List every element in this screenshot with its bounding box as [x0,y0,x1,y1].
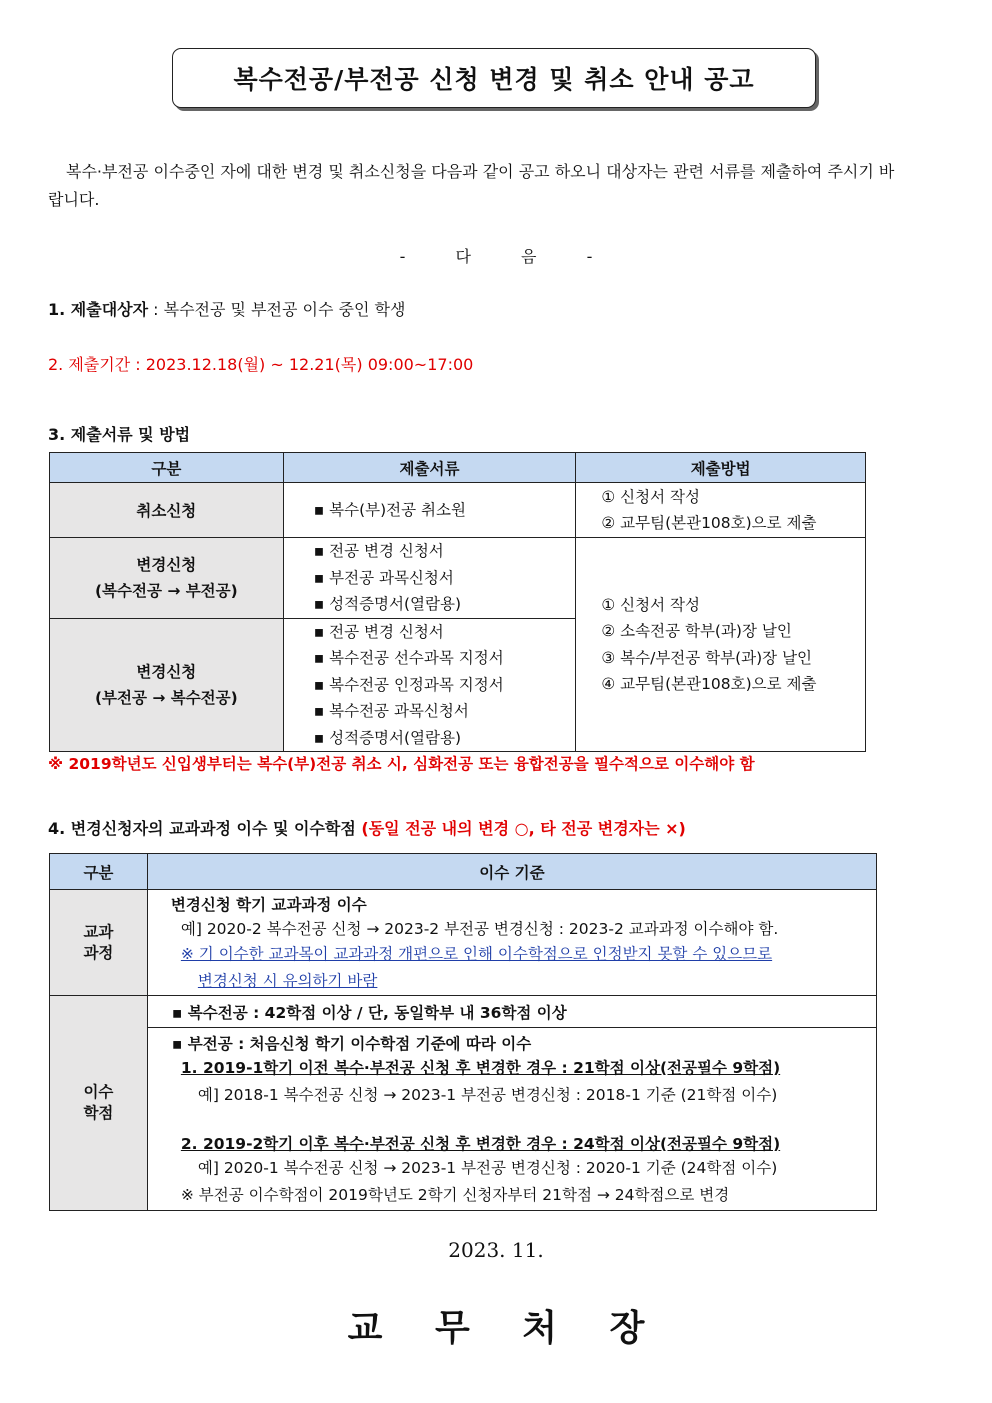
section-4-title: 4. 변경신청자의 교과과정 이수 및 이수학점 (동일 전공 내의 변경 ○, 타 전공 변경자는 ×) [48,819,686,838]
title-box [172,48,816,108]
minor-credit: ▪ 부전공 : 처음신청 학기 이수학점 기준에 따라 이수 1. 2019-1학기 이전 복수·부전공 신청 후 변경한 경우 : 21학점 이상(전공필수 9학점) 예] 2018-1 복수전공 신청 → 2023-1 부전공 변경신청 : 2018-1 기준 (21학점 이수) 2. 2019-2학기 이후 복수·부전공 신청 후 변경한 경우 : 24학점 이상(전공필수 9학점) 예] 2020-1 복수전공 신청 → 2023-1 부전공 변경신청 : 2020-1 기준 (24학점 이수) ※ 부전공 이수학점이 2019학년도 2학기 신청자부터 21학점 → 24학점으로 변경 [147,1028,876,1211]
table2-header-criteria: 이수 기준 [147,854,876,890]
table1-header-category: 구분 [50,453,284,483]
credit-table [49,853,877,1211]
curriculum-criteria: 변경신청 학기 교과과정 이수 예] 2020-2 복수전공 신청 → 2023-2 부전공 변경신청 : 2023-2 교과과정 이수해야 함. ※ 기 이수한 교과목이 교과과정 개편으로 인해 이수학점으로 인정받지 못할 수 있으므로 변경신청 시 유의하기 바람 [147,890,876,996]
change2-docs: ▪ 전공 변경 신청서 ▪ 복수전공 선수과목 지정서 ▪ 복수전공 인정과목 지정서 ▪ 복수전공 과목신청서 ▪ 성적증명서(열람용) [283,618,576,752]
table1-header-method: 제출방법 [576,453,866,483]
section-1-value: : 복수전공 및 부전공 이수 중인 학생 [148,300,406,319]
submission-table [49,452,866,752]
table-row [50,483,866,538]
table1-header-docs: 제출서류 [283,453,576,483]
cancel-docs: ▪ 복수(부)전공 취소원 [283,483,576,538]
page-title: 복수전공/부전공 신청 변경 및 취소 안내 공고 [233,65,755,94]
cancel-label: 취소신청 [50,483,284,538]
signature: 교 무 처 장 [347,1307,645,1349]
table-row [50,1028,877,1211]
double-major-credit: ▪ 복수전공 : 42학점 이상 / 단, 동일학부 내 36학점 이상 [147,996,876,1028]
curriculum-label: 교과 과정 [50,890,148,996]
cancel-methods: ① 신청서 작성 ② 교무팀(본관108호)으로 제출 [576,483,866,538]
change1-docs: ▪ 전공 변경 신청서 ▪ 부전공 과목신청서 ▪ 성적증명서(열람용) [283,538,576,619]
section-1-label: 1. 제출대상자 [48,300,149,319]
table-row [50,996,877,1028]
change1-label: 변경신청 (복수전공 → 부전공) [50,538,284,619]
change-methods: ① 신청서 작성 ② 소속전공 학부(과)장 날인 ③ 복수/부전공 학부(과)장 날인 ④ 교무팀(본관108호)으로 제출 [576,538,866,752]
section-2: 2. 제출기간 : 2023.12.18(월) ~ 12.21(목) 09:00~17:00 [48,355,474,374]
table-row [50,538,866,619]
credit-label: 이수 학점 [50,996,148,1211]
section-1 [48,297,405,320]
intro-paragraph: 복수·부전공 이수중인 자에 대한 변경 및 취소신청을 다음과 같이 공고 하오니 대상자는 관련 서류를 제출하여 주시기 바랍니다. [48,162,895,209]
daum-divider: - 다 음 - [399,247,593,266]
section-3-title: 3. 제출서류 및 방법 [48,425,191,444]
change2-label: 변경신청 (부전공 → 복수전공) [50,618,284,752]
cancel-note: ※ 2019학년도 신입생부터는 복수(부)전공 취소 시, 심화전공 또는 융합전공을 필수적으로 이수해야 함 [48,755,755,773]
notice-date: 2023. 11. [448,1238,544,1262]
table-row [50,890,877,996]
table2-header-category: 구분 [50,854,148,890]
